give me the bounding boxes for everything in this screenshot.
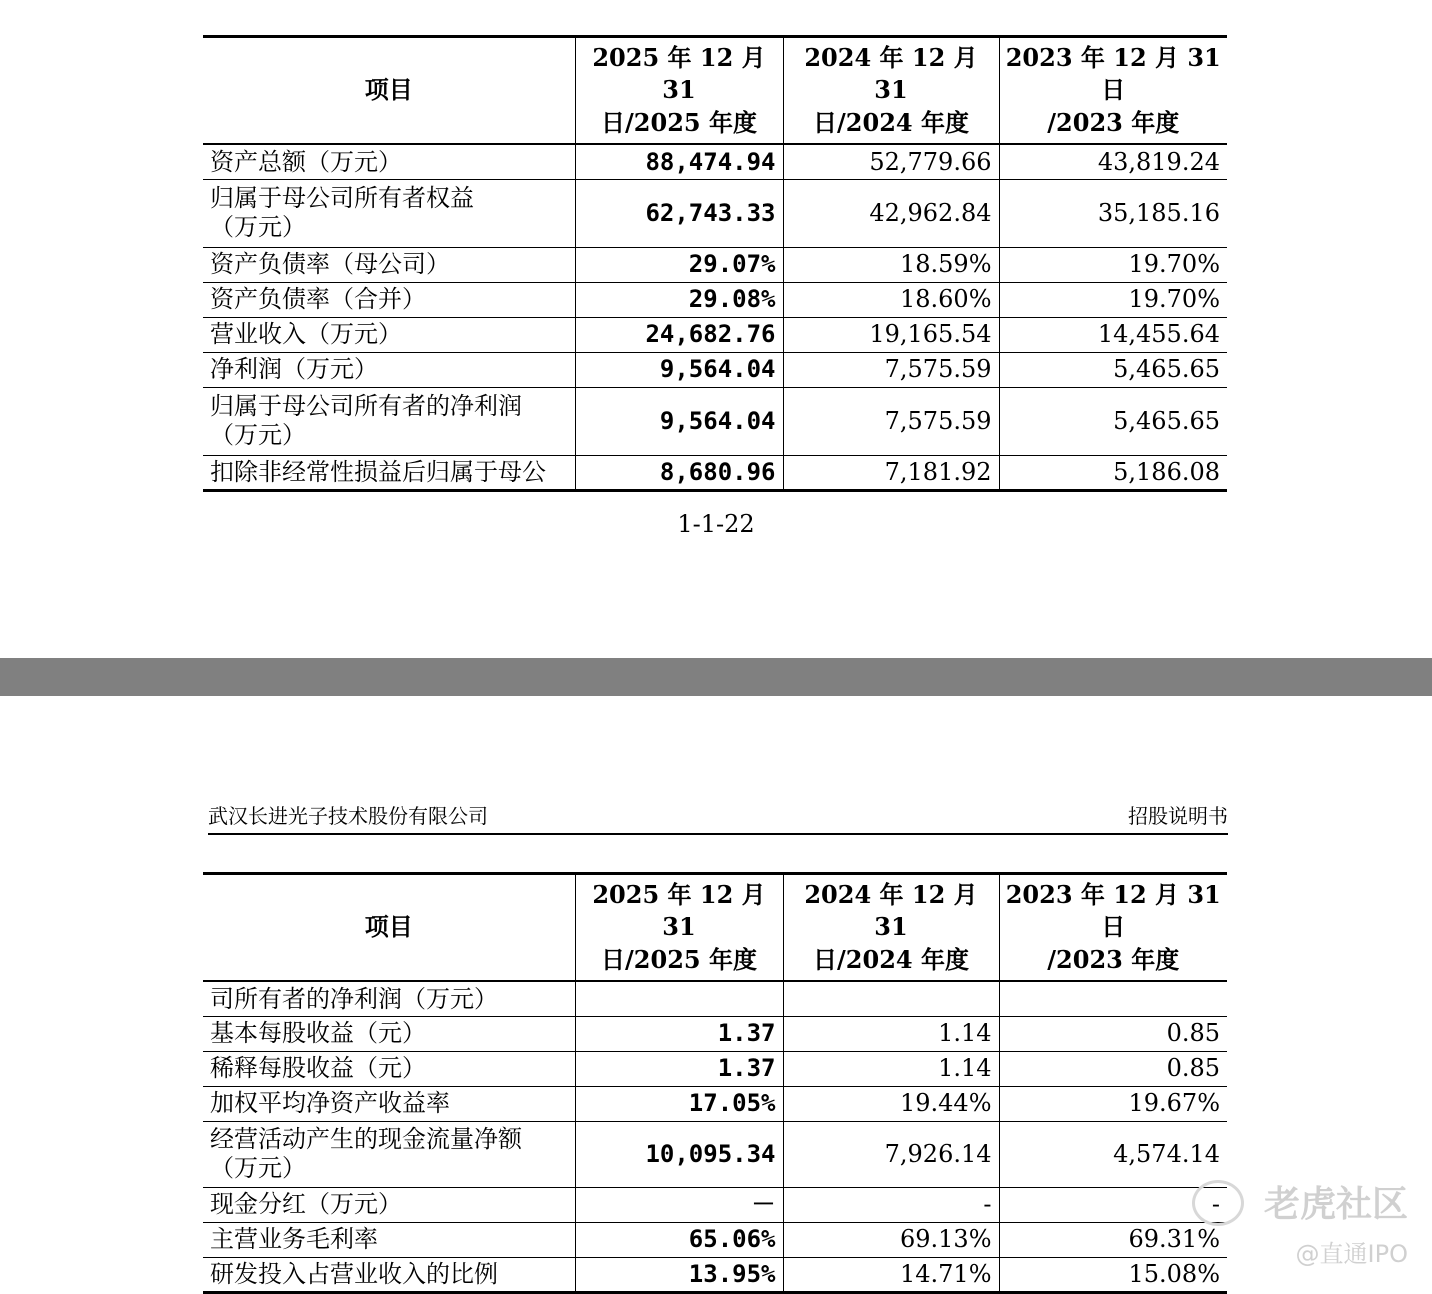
value-2023: 19.70% (999, 282, 1227, 317)
watermark-logo-icon (1192, 1180, 1244, 1226)
table-row (203, 144, 1227, 179)
value-2024: 7,575.59 (783, 352, 999, 387)
row-label: 营业收入（万元） (203, 317, 575, 352)
row-label: 经营活动产生的现金流量净额 （万元） (203, 1121, 575, 1187)
value-2025: 1.37 (575, 1016, 783, 1051)
value-2025: 29.07% (575, 247, 783, 282)
header-2023: 2023 年 12 月 31 日 /2023 年度 (999, 37, 1227, 145)
value-2024: - (783, 1187, 999, 1222)
value-2025: 62,743.33 (575, 179, 783, 247)
table-row (203, 1257, 1227, 1292)
value-2025 (575, 981, 783, 1016)
row-label: 研发投入占营业收入的比例 (203, 1257, 575, 1292)
row-label: 基本每股收益（元） (203, 1016, 575, 1051)
table-row (203, 247, 1227, 282)
table-row (203, 1086, 1227, 1121)
value-2025: 1.37 (575, 1051, 783, 1086)
company-name: 武汉长进光子技术股份有限公司 (208, 804, 488, 828)
value-2025: 13.95% (575, 1257, 783, 1292)
table-row (203, 317, 1227, 352)
table-row (203, 282, 1227, 317)
row-label: 资产负债率（母公司） (203, 247, 575, 282)
value-2024: 18.59% (783, 247, 999, 282)
table-row (203, 387, 1227, 455)
value-2023: 5,465.65 (999, 387, 1227, 455)
row-label: 现金分红（万元） (203, 1187, 575, 1222)
row-label: 稀释每股收益（元） (203, 1051, 575, 1086)
row-label: 归属于母公司所有者的净利润 （万元） (203, 387, 575, 455)
value-2025: 9,564.04 (575, 352, 783, 387)
header-item: 项目 (203, 37, 575, 145)
value-2024 (783, 981, 999, 1016)
document-header (208, 800, 1228, 835)
table-header-row (203, 37, 1227, 145)
value-2025: 24,682.76 (575, 317, 783, 352)
table-header-row (203, 874, 1227, 982)
value-2023: 35,185.16 (999, 179, 1227, 247)
value-2025: 29.08% (575, 282, 783, 317)
value-2024: 69.13% (783, 1222, 999, 1257)
row-label: 净利润（万元） (203, 352, 575, 387)
table-row (203, 1051, 1227, 1086)
row-label: 扣除非经常性损益后归属于母公 (203, 455, 575, 490)
table-row (203, 179, 1227, 247)
row-label: 资产总额（万元） (203, 144, 575, 179)
value-2024: 7,926.14 (783, 1121, 999, 1187)
value-2023 (999, 981, 1227, 1016)
value-2023: 0.85 (999, 1016, 1227, 1051)
value-2024: 19,165.54 (783, 317, 999, 352)
value-2024: 52,779.66 (783, 144, 999, 179)
table-row (203, 455, 1227, 490)
value-2024: 19.44% (783, 1086, 999, 1121)
row-label: 归属于母公司所有者权益 （万元） (203, 179, 575, 247)
document-type: 招股说明书 (1128, 804, 1228, 828)
value-2024: 1.14 (783, 1051, 999, 1086)
table-row (203, 981, 1227, 1016)
value-2023: 19.70% (999, 247, 1227, 282)
row-label: 加权平均净资产收益率 (203, 1086, 575, 1121)
value-2023: 0.85 (999, 1051, 1227, 1086)
row-label: 资产负债率（合并） (203, 282, 575, 317)
value-2023: 5,465.65 (999, 352, 1227, 387)
page-separator (0, 658, 1432, 696)
header-2024: 2024 年 12 月 31 日/2024 年度 (783, 874, 999, 982)
row-label: 司所有者的净利润（万元） (203, 981, 575, 1016)
value-2023: 15.08% (999, 1257, 1227, 1292)
financial-table-top (203, 35, 1227, 492)
table-row (203, 1187, 1227, 1222)
table-row (203, 1222, 1227, 1257)
header-2024: 2024 年 12 月 31 日/2024 年度 (783, 37, 999, 145)
value-2023: - (999, 1187, 1227, 1222)
value-2023: 43,819.24 (999, 144, 1227, 179)
value-2025: 17.05% (575, 1086, 783, 1121)
watermark-handle: @直通IPO (1295, 1240, 1408, 1268)
header-2025: 2025 年 12 月 31 日/2025 年度 (575, 37, 783, 145)
table-row (203, 1016, 1227, 1051)
header-2023: 2023 年 12 月 31 日 /2023 年度 (999, 874, 1227, 982)
value-2023: 5,186.08 (999, 455, 1227, 490)
value-2025: 65.06% (575, 1222, 783, 1257)
value-2024: 18.60% (783, 282, 999, 317)
value-2025: 9,564.04 (575, 387, 783, 455)
financial-table-bottom (203, 872, 1227, 1294)
watermark-brand: 老虎社区 (1263, 1184, 1408, 1225)
value-2025: 88,474.94 (575, 144, 783, 179)
value-2025: 10,095.34 (575, 1121, 783, 1187)
value-2025: － (575, 1187, 783, 1222)
table-row (203, 1121, 1227, 1187)
table-row (203, 352, 1227, 387)
value-2023: 4,574.14 (999, 1121, 1227, 1187)
value-2025: 8,680.96 (575, 455, 783, 490)
value-2023: 19.67% (999, 1086, 1227, 1121)
value-2024: 14.71% (783, 1257, 999, 1292)
value-2024: 7,575.59 (783, 387, 999, 455)
header-2025: 2025 年 12 月 31 日/2025 年度 (575, 874, 783, 982)
value-2024: 42,962.84 (783, 179, 999, 247)
value-2023: 14,455.64 (999, 317, 1227, 352)
page-number: 1-1-22 (677, 510, 755, 538)
value-2024: 7,181.92 (783, 455, 999, 490)
value-2024: 1.14 (783, 1016, 999, 1051)
row-label: 主营业务毛利率 (203, 1222, 575, 1257)
header-item: 项目 (203, 874, 575, 982)
value-2023: 69.31% (999, 1222, 1227, 1257)
